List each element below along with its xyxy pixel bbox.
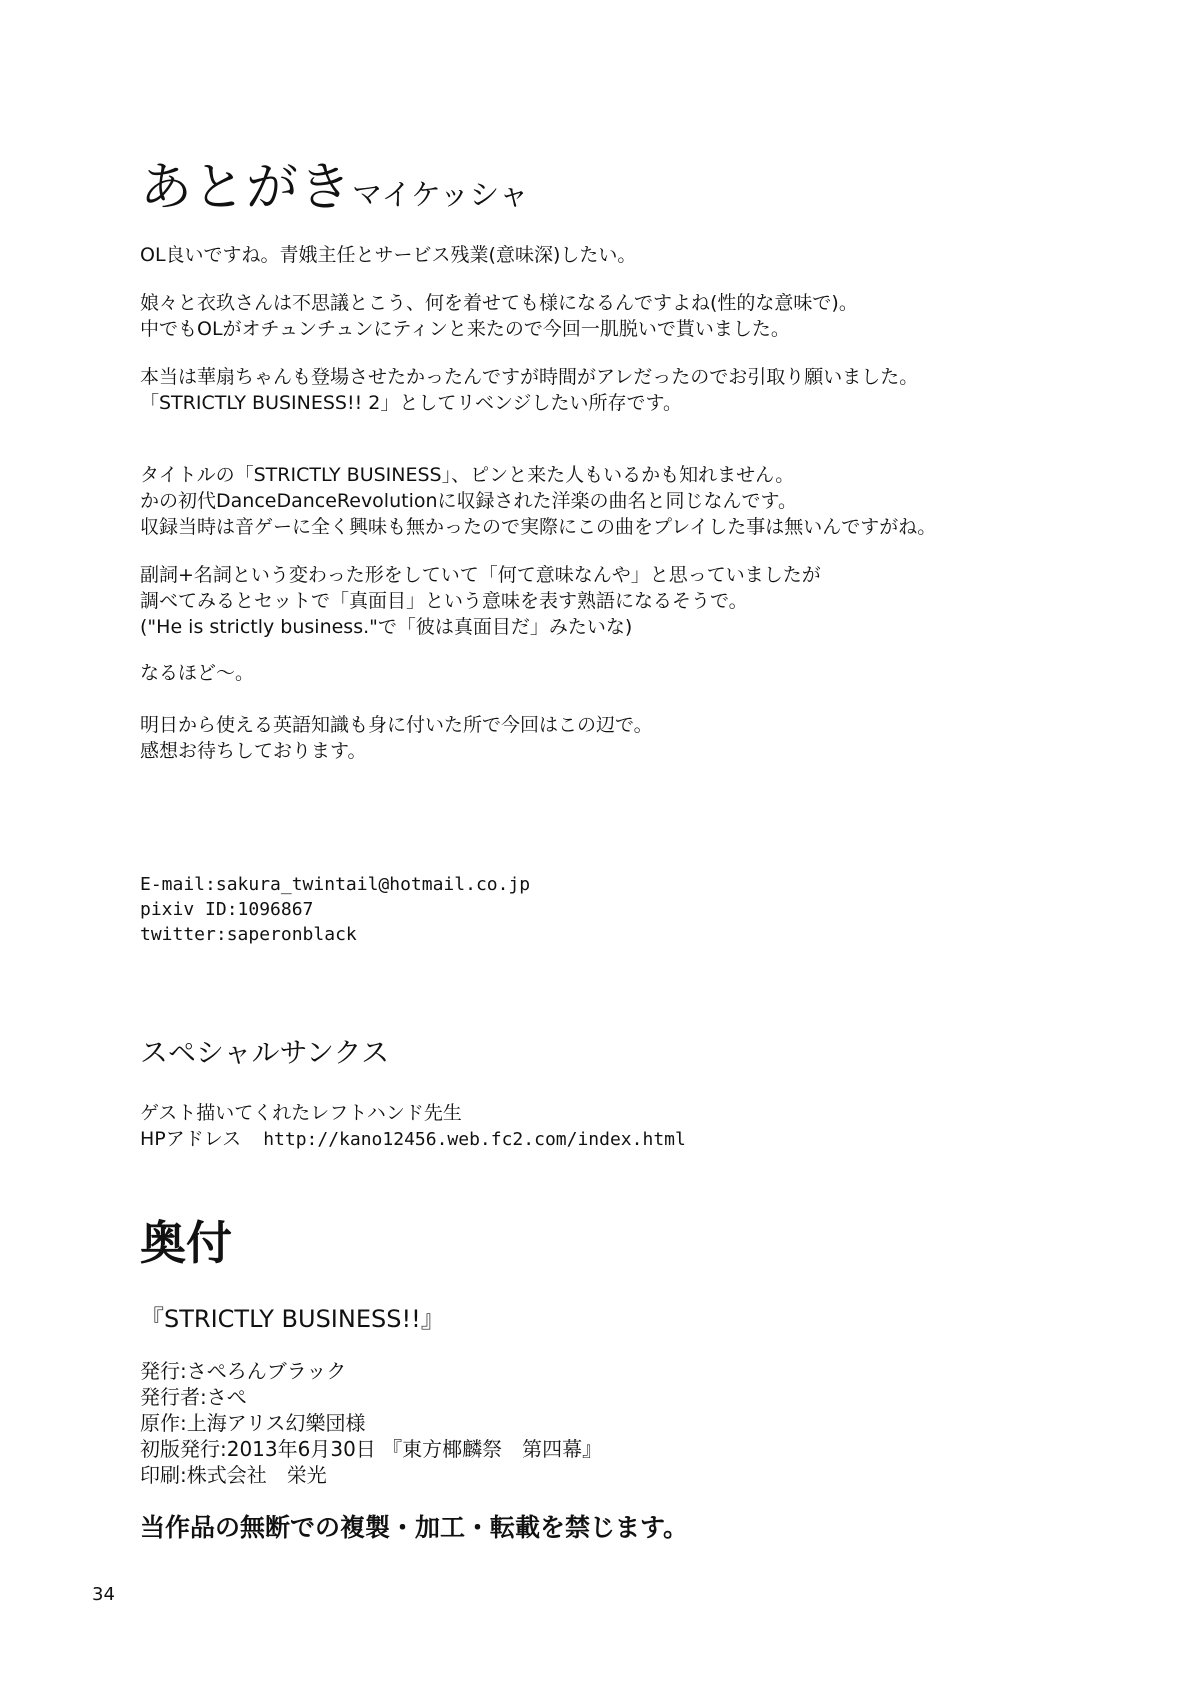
afterword-paragraph-6 (140, 660, 254, 686)
paragraph-line: 調べてみるとセットで「真面目」という意味を表す熟語になるそうで。 (140, 590, 748, 612)
paragraph-line: なるほど〜。 (140, 662, 255, 684)
afterword-title (140, 158, 529, 226)
afterword-paragraph-1 (140, 242, 636, 268)
colophon-lines (140, 1358, 602, 1488)
contact-twitter: twitter:saperonblack (140, 924, 357, 945)
contact-pixiv: pixiv ID:1096867 (140, 899, 314, 920)
colophon-line: 印刷:株式会社 栄光 (140, 1463, 327, 1487)
paragraph-line: タイトルの「STRICTLY BUSINESS」、ピンと来た人もいるかも知れません。 (140, 464, 795, 486)
copyright-notice: 当作品の無断での複製・加工・転載を禁じます。 (140, 1513, 689, 1542)
paragraph-line: 「STRICTLY BUSINESS!! 2」としてリベンジしたい所存です。 (140, 392, 682, 414)
paragraph-line: 明日から使える英語知識も身に付いた所で今回はこの辺で。 (140, 714, 653, 736)
afterword-title-sub: マイケッシャ (352, 178, 529, 213)
paragraph-line: 収録当時は音ゲーに全く興味も無かったので実際にこの曲をプレイした事は無いんですがね。 (140, 516, 937, 538)
contact-block (140, 872, 530, 947)
afterword-title-main: あとがき (140, 158, 353, 218)
paragraph-line: 感想お待ちしております。 (140, 740, 367, 762)
afterword-paragraph-7 (140, 712, 653, 764)
paragraph-line: 副詞+名詞という変わった形をしていて「何て意味なんや」と思っていましたが (140, 564, 821, 586)
hp-label: HPアドレス (140, 1128, 242, 1150)
thanks-hp-line (140, 1126, 686, 1152)
colophon-line: 原作:上海アリス幻樂団様 (140, 1411, 366, 1435)
colophon-line: 初版発行:2013年6月30日 『東方椰麟祭 第四幕』 (140, 1437, 603, 1461)
contact-email: E-mail:sakura_twintail@hotmail.co.jp (140, 874, 531, 895)
paragraph-line: OL良いですね。青娥主任とサービス残業(意味深)したい。 (140, 244, 637, 266)
paragraph-line: ("He is strictly business."で「彼は真面目だ」みたいな) (140, 616, 633, 638)
special-thanks-block (140, 1100, 686, 1152)
special-thanks-heading: スペシャルサンクス (140, 1036, 390, 1069)
paragraph-line: 本当は華扇ちゃんも登場させたかったんですが時間がアレだったのでお引取り願いました。 (140, 366, 919, 388)
paragraph-line: かの初代DanceDanceRevolutionに収録された洋楽の曲名と同じなんです。 (140, 490, 798, 512)
book-title: 『STRICTLY BUSINESS!!』 (140, 1305, 445, 1333)
paragraph-line: 中でもOLがオチュンチュンにティンと来たので今回一肌脱いで貰いました。 (140, 318, 790, 340)
hp-url: http://kano12456.web.fc2.com/index.html (263, 1129, 686, 1150)
afterword-paragraph-5 (140, 562, 821, 640)
afterword-paragraph-2 (140, 290, 858, 342)
thanks-line: ゲスト描いてくれたレフトハンド先生 (140, 1102, 462, 1124)
colophon-heading: 奥付 (140, 1216, 232, 1270)
colophon-line: 発行:さぺろんブラック (140, 1359, 347, 1383)
afterword-paragraph-4 (140, 462, 936, 540)
colophon-line: 発行者:さぺ (140, 1385, 247, 1409)
paragraph-line: 娘々と衣玖さんは不思議とこう、何を着せても様になるんですよね(性的な意味で)。 (140, 292, 858, 314)
page-number: 34 (92, 1584, 115, 1605)
afterword-paragraph-3 (140, 364, 918, 416)
